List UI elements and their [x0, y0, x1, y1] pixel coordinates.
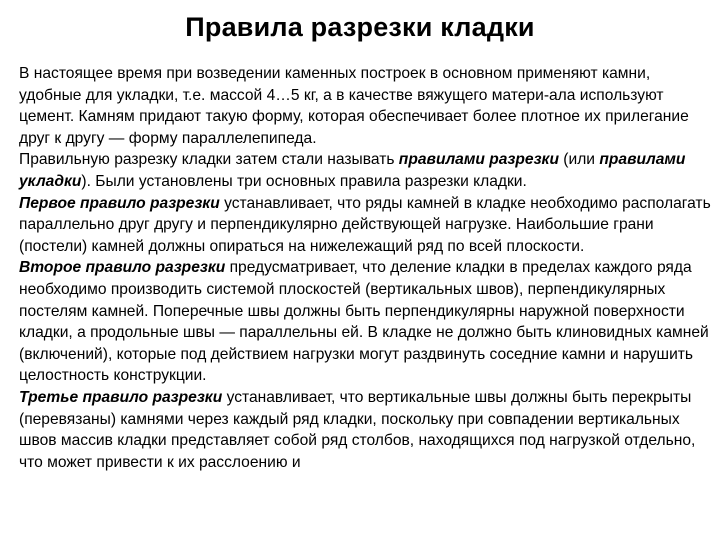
rule2-paragraph — [19, 257, 715, 387]
intro-paragraph: В настоящее время при возведении каменных построек в основном применяют камни, удобные для укладки, т.е. массой 4…5 кг, а в качестве вяжущего матери-ала используют цемент. Камням придают такую форму, которая обеспечивает более плотное их прилегание друг к другу — форму параллелепипеда. — [19, 65, 689, 147]
rule3-paragraph — [19, 387, 715, 473]
rule3-term: Третье правило разрезки — [19, 388, 223, 406]
rule1-paragraph — [19, 193, 715, 258]
rule2-term: Второе правило разрезки — [19, 259, 226, 277]
slide-title: Правила разрезки кладки — [185, 12, 535, 42]
naming-middle: (или — [558, 151, 600, 169]
rule1-text: устанавливает, что ряды камней в кладке необходимо располагать параллельно друг другу и перпендикулярно действующей нагрузке. Наибольшие грани (постели) камней должны опираться на нижележащий ряд по всей плоскости. — [19, 194, 711, 255]
slide-body-text — [19, 63, 715, 473]
naming-paragraph — [19, 149, 715, 192]
naming-suffix: ). Были установлены три основных правила разрезки кладки. — [81, 172, 527, 190]
naming-prefix: Правильную разрезку кладки затем стали называть — [19, 151, 399, 169]
term-rules-of-cutting: правилами разрезки — [398, 151, 559, 169]
term-rules-of-laying: правилами укладки — [19, 151, 686, 190]
rule1-term: Первое правило разрезки — [19, 194, 220, 212]
rule2-text: предусматривает, что деление кладки в пределах каждого ряда необходимо производить системой плоскостей (вертикальных швов), перпендикулярных постелям камней. Поперечные швы должны быть перпендикулярны наружной поверхности кладки, а продольные швы — параллельны ей. В кладке не должно быть клиновидных камней (включений), которые под действием нагрузки могут раздвинуть соседние камни и нарушить целостность конструкции. — [19, 259, 709, 385]
rule3-text: устанавливает, что вертикальные швы должны быть перекрыты (перевязаны) камнями через каждый ряд кладки, поскольку при совпадении вертикальных швов массив кладки представляет собой ряд столбов, находящихся под нагрузкой отдельно, что может привести к их расслоению и — [19, 388, 696, 471]
